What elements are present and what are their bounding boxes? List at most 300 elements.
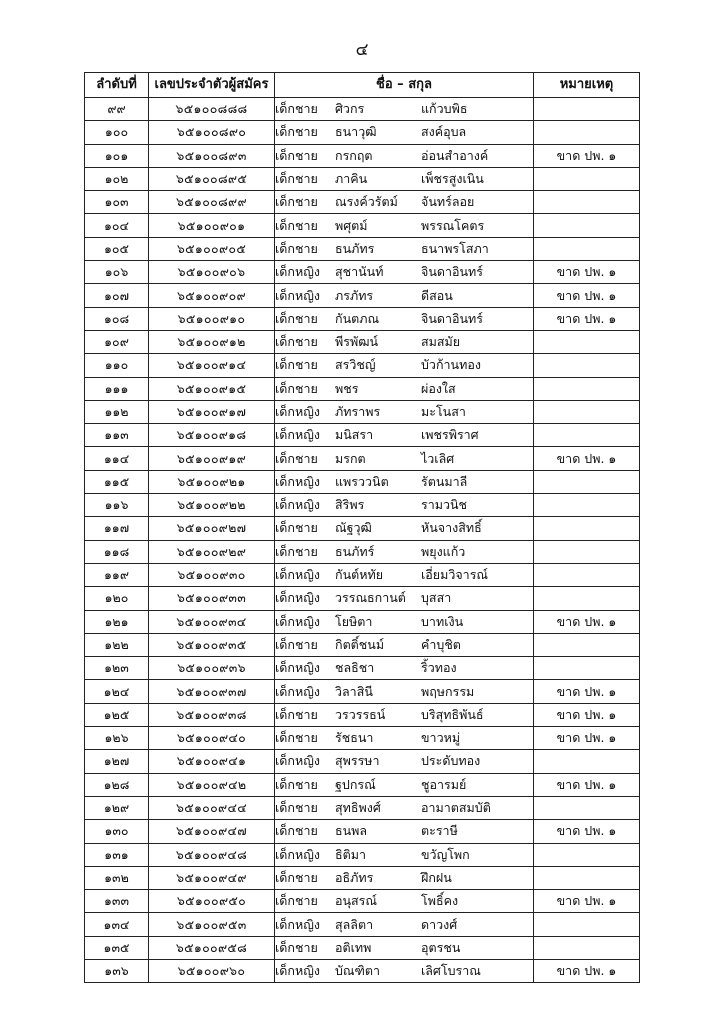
- table-row: [85, 540, 640, 563]
- row-name: [275, 377, 534, 400]
- row-last-name: เลิศโบราณ: [421, 963, 481, 979]
- row-remark: [534, 98, 640, 121]
- row-name: [275, 494, 534, 517]
- applicant-table: [84, 72, 640, 983]
- row-name: [275, 843, 534, 866]
- row-applicant-id: ๖๕๑๐๐๙๖๐: [149, 959, 275, 982]
- row-title: เด็กชาย: [275, 334, 318, 350]
- row-name: [275, 959, 534, 982]
- row-applicant-id: ๖๕๑๐๐๘๙๐: [149, 121, 275, 144]
- row-last-name: บัวก้านทอง: [421, 357, 481, 373]
- row-last-name: จันทร์ลอย: [421, 194, 475, 210]
- row-first-name: อติเทพ: [335, 939, 372, 955]
- row-remark: ขาด ปพ. ๑: [534, 447, 640, 470]
- row-seq: ๑๓๑: [85, 843, 149, 866]
- row-last-name: พยุงแก้ว: [421, 543, 466, 559]
- row-name: [275, 773, 534, 796]
- row-seq: ๑๒๐: [85, 587, 149, 610]
- row-last-name: พฤษกรรม: [421, 683, 475, 699]
- row-seq: ๑๒๔: [85, 680, 149, 703]
- row-seq: ๑๑๒: [85, 400, 149, 423]
- row-first-name: วรวรรธน์: [335, 706, 386, 722]
- row-title: เด็กหญิง: [275, 846, 320, 862]
- row-seq: ๑๒๒: [85, 633, 149, 656]
- row-applicant-id: ๖๕๑๐๐๘๙๙: [149, 191, 275, 214]
- row-first-name: อนุสรณ์: [335, 893, 377, 909]
- row-seq: ๑๐๔: [85, 214, 149, 237]
- row-last-name: ธนาพรโสภา: [421, 240, 489, 256]
- row-title: เด็กหญิง: [275, 613, 320, 629]
- table-row: [85, 959, 640, 982]
- row-remark: ขาด ปพ. ๑: [534, 820, 640, 843]
- header-seq: ลำดับที่: [85, 73, 149, 98]
- row-title: เด็กชาย: [275, 939, 318, 955]
- row-applicant-id: ๖๕๑๐๐๙๓๕: [149, 633, 275, 656]
- row-title: เด็กหญิง: [275, 404, 320, 419]
- table-row: [85, 191, 640, 214]
- row-remark: ขาด ปพ. ๑: [534, 703, 640, 726]
- row-seq: ๑๓๒: [85, 866, 149, 889]
- table-row: [85, 167, 640, 190]
- table-row: [85, 866, 640, 889]
- row-first-name: ธนภัทร: [335, 240, 375, 256]
- row-name: [275, 400, 534, 423]
- row-remark: ขาด ปพ. ๑: [534, 959, 640, 982]
- row-name: [275, 354, 534, 377]
- row-last-name: ไวเลิศ: [421, 450, 455, 466]
- row-name: [275, 563, 534, 586]
- row-name: [275, 167, 534, 190]
- row-name: [275, 633, 534, 656]
- row-first-name: วิลาสินี: [335, 683, 373, 699]
- row-title: เด็กชาย: [275, 357, 318, 373]
- row-first-name: พศุตม์: [335, 217, 368, 233]
- row-remark: [534, 121, 640, 144]
- table-row: [85, 494, 640, 517]
- row-name: [275, 330, 534, 353]
- row-remark: [534, 866, 640, 889]
- row-applicant-id: ๖๕๑๐๐๙๕๐: [149, 890, 275, 913]
- row-last-name: โพธิ์คง: [421, 893, 459, 909]
- row-first-name: สุพรรษา: [335, 753, 380, 769]
- row-first-name: พชร: [335, 380, 359, 396]
- table-row: [85, 377, 640, 400]
- row-title: เด็กชาย: [275, 823, 318, 839]
- row-applicant-id: ๖๕๑๐๐๙๔๙: [149, 866, 275, 889]
- row-remark: [534, 214, 640, 237]
- row-remark: ขาด ปพ. ๑: [534, 680, 640, 703]
- row-seq: ๑๓๕: [85, 936, 149, 959]
- row-title: เด็กชาย: [275, 706, 318, 722]
- row-seq: ๑๑๕: [85, 470, 149, 493]
- row-last-name: รามวนิช: [421, 497, 468, 513]
- row-last-name: ประดับทอง: [421, 753, 481, 769]
- row-applicant-id: ๖๕๑๐๐๙๔๑: [149, 750, 275, 773]
- row-remark: [534, 796, 640, 819]
- row-first-name: กันตภณ: [335, 310, 380, 326]
- row-name: [275, 470, 534, 493]
- row-seq: ๑๐๒: [85, 167, 149, 190]
- row-applicant-id: ๖๕๑๐๐๙๒๗: [149, 517, 275, 540]
- table-row: [85, 610, 640, 633]
- table-row: [85, 470, 640, 493]
- row-name: [275, 424, 534, 447]
- row-name: [275, 261, 534, 284]
- row-title: เด็กหญิง: [275, 916, 320, 932]
- page-number: ๔: [355, 40, 369, 60]
- row-last-name: ตะราษี: [421, 823, 458, 839]
- row-seq: ๑๐๓: [85, 191, 149, 214]
- row-title: เด็กหญิง: [275, 567, 320, 583]
- row-seq: ๑๐๘: [85, 307, 149, 330]
- row-seq: ๑๒๓: [85, 657, 149, 680]
- table-row: [85, 890, 640, 913]
- row-last-name: พรรณโคตร: [421, 217, 485, 233]
- row-title: เด็กชาย: [275, 730, 318, 746]
- row-first-name: โยษิตา: [335, 613, 373, 629]
- row-remark: ขาด ปพ. ๑: [534, 727, 640, 750]
- row-applicant-id: ๖๕๑๐๐๙๑๕: [149, 377, 275, 400]
- row-name: [275, 936, 534, 959]
- row-seq: ๙๙: [85, 98, 149, 121]
- row-remark: [534, 470, 640, 493]
- row-last-name: ผ่องใส: [421, 380, 456, 396]
- row-applicant-id: ๖๕๑๐๐๙๓๐: [149, 563, 275, 586]
- row-last-name: มะโนสา: [421, 404, 466, 419]
- row-last-name: รัตนมาลี: [421, 473, 468, 489]
- row-name: [275, 610, 534, 633]
- row-first-name: ณรงค์วรัตม์: [335, 194, 398, 210]
- row-seq: ๑๑๓: [85, 424, 149, 447]
- row-title: เด็กชาย: [275, 217, 318, 233]
- row-seq: ๑๑๔: [85, 447, 149, 470]
- row-title: เด็กชาย: [275, 800, 318, 816]
- row-seq: ๑๐๖: [85, 261, 149, 284]
- row-first-name: ฐปกรณ์: [335, 776, 376, 792]
- row-applicant-id: ๖๕๑๐๐๙๓๘: [149, 703, 275, 726]
- row-name: [275, 214, 534, 237]
- row-first-name: ณัฐวุฒิ: [335, 520, 372, 536]
- row-first-name: ธิติมา: [335, 846, 367, 862]
- row-seq: ๑๐๑: [85, 144, 149, 167]
- row-title: เด็กชาย: [275, 171, 318, 187]
- row-name: [275, 727, 534, 750]
- row-name: [275, 237, 534, 260]
- row-applicant-id: ๖๕๑๐๐๙๑๐: [149, 307, 275, 330]
- row-seq: ๑๒๘: [85, 773, 149, 796]
- row-seq: ๑๐๐: [85, 121, 149, 144]
- row-applicant-id: ๖๕๑๐๐๙๒๒: [149, 494, 275, 517]
- row-first-name: ธนภัทร์: [335, 543, 375, 559]
- row-name: [275, 284, 534, 307]
- row-applicant-id: ๖๕๑๐๐๙๑๗: [149, 400, 275, 423]
- row-applicant-id: ๖๕๑๐๐๙๐๙: [149, 284, 275, 307]
- table-row: [85, 750, 640, 773]
- table-row: [85, 727, 640, 750]
- row-seq: ๑๓๓: [85, 890, 149, 913]
- table-row: [85, 680, 640, 703]
- row-seq: ๑๑๘: [85, 540, 149, 563]
- row-remark: [534, 587, 640, 610]
- row-last-name: บริสุทธิพันธ์: [421, 706, 484, 722]
- row-title: เด็กหญิง: [275, 427, 320, 443]
- row-last-name: สมสมัย: [421, 334, 461, 350]
- row-last-name: ริ้วทอง: [421, 660, 457, 676]
- table-row: [85, 587, 640, 610]
- row-remark: [534, 517, 640, 540]
- row-applicant-id: ๖๕๑๐๐๙๐๑: [149, 214, 275, 237]
- row-remark: ขาด ปพ. ๑: [534, 284, 640, 307]
- row-seq: ๑๓๔: [85, 913, 149, 936]
- row-seq: ๑๒๗: [85, 750, 149, 773]
- row-first-name: สุชานันท์: [335, 264, 384, 280]
- row-applicant-id: ๖๕๑๐๐๙๓๖: [149, 657, 275, 680]
- table-body: [85, 98, 640, 983]
- row-first-name: วรรณธกานต์: [335, 590, 406, 606]
- row-seq: ๑๑๖: [85, 494, 149, 517]
- table-row: [85, 424, 640, 447]
- row-applicant-id: ๖๕๑๐๐๙๓๔: [149, 610, 275, 633]
- row-title: เด็กชาย: [275, 240, 318, 256]
- row-title: เด็กชาย: [275, 543, 318, 559]
- table-row: [85, 284, 640, 307]
- row-applicant-id: ๖๕๑๐๐๘๙๓: [149, 144, 275, 167]
- row-name: [275, 703, 534, 726]
- row-applicant-id: ๖๕๑๐๐๙๐๖: [149, 261, 275, 284]
- row-last-name: สงค์อุบล: [421, 124, 467, 140]
- row-applicant-id: ๖๕๑๐๐๙๓๓: [149, 587, 275, 610]
- row-title: เด็กหญิง: [275, 590, 320, 606]
- row-seq: ๑๒๖: [85, 727, 149, 750]
- row-first-name: ภรภัทร: [335, 287, 374, 303]
- table-row: [85, 913, 640, 936]
- table-row: [85, 633, 640, 656]
- table-row: [85, 563, 640, 586]
- row-remark: [534, 913, 640, 936]
- row-seq: ๑๐๗: [85, 284, 149, 307]
- row-last-name: ขวัญโพก: [421, 846, 470, 862]
- row-remark: [534, 540, 640, 563]
- row-remark: [534, 843, 640, 866]
- row-title: เด็กชาย: [275, 124, 318, 140]
- table-row: [85, 214, 640, 237]
- row-last-name: เพชรพิราศ: [421, 427, 479, 443]
- row-name: [275, 98, 534, 121]
- row-title: เด็กหญิง: [275, 473, 320, 489]
- row-seq: ๑๑๐: [85, 354, 149, 377]
- row-applicant-id: ๖๕๑๐๐๙๔๒: [149, 773, 275, 796]
- row-title: เด็กชาย: [275, 893, 318, 909]
- row-applicant-id: ๖๕๑๐๐๘๘๘: [149, 98, 275, 121]
- row-last-name: เอี่ยมวิจารณ์: [421, 567, 489, 583]
- table-row: [85, 98, 640, 121]
- row-first-name: ธนพล: [335, 823, 368, 839]
- row-remark: [534, 400, 640, 423]
- row-title: เด็กหญิง: [275, 660, 320, 676]
- row-applicant-id: ๖๕๑๐๐๙๑๔: [149, 354, 275, 377]
- row-applicant-id: ๖๕๑๐๐๙๑๒: [149, 330, 275, 353]
- row-last-name: เพ็ชรสูงเนิน: [421, 171, 484, 187]
- row-name: [275, 144, 534, 167]
- row-remark: [534, 377, 640, 400]
- row-title: เด็กหญิง: [275, 753, 320, 769]
- row-name: [275, 796, 534, 819]
- row-first-name: กรกฤต: [335, 147, 373, 163]
- table-row: [85, 936, 640, 959]
- row-applicant-id: ๖๕๑๐๐๘๙๕: [149, 167, 275, 190]
- row-seq: ๑๐๙: [85, 330, 149, 353]
- row-remark: [534, 633, 640, 656]
- row-applicant-id: ๖๕๑๐๐๙๒๑: [149, 470, 275, 493]
- row-seq: ๑๒๙: [85, 796, 149, 819]
- row-remark: [534, 424, 640, 447]
- row-title: เด็กหญิง: [275, 963, 320, 979]
- row-remark: [534, 657, 640, 680]
- header-applicant-id: เลขประจำตัวผู้สมัคร: [149, 73, 275, 98]
- row-name: [275, 680, 534, 703]
- row-first-name: ภัทราพร: [335, 404, 381, 419]
- row-title: เด็กชาย: [275, 101, 318, 117]
- row-name: [275, 121, 534, 144]
- row-seq: ๑๓๐: [85, 820, 149, 843]
- row-remark: ขาด ปพ. ๑: [534, 890, 640, 913]
- row-name: [275, 820, 534, 843]
- row-first-name: แพรววนิต: [335, 473, 389, 489]
- header-remark: หมายเหตุ: [534, 73, 640, 98]
- row-name: [275, 307, 534, 330]
- row-last-name: ขาวหมู่: [421, 730, 461, 746]
- row-first-name: พีรพัฒน์: [335, 334, 379, 350]
- row-applicant-id: ๖๕๑๐๐๙๒๙: [149, 540, 275, 563]
- row-last-name: หันจางสิทธิ์: [421, 520, 482, 536]
- row-first-name: ชลธิชา: [335, 660, 375, 676]
- row-first-name: สิริพร: [335, 497, 365, 513]
- table-row: [85, 261, 640, 284]
- table-row: [85, 400, 640, 423]
- row-applicant-id: ๖๕๑๐๐๙๑๘: [149, 424, 275, 447]
- row-first-name: บัณฑิตา: [335, 963, 381, 979]
- row-last-name: อ่อนสำอางค์: [421, 147, 489, 163]
- row-name: [275, 750, 534, 773]
- table-row: [85, 144, 640, 167]
- table-row: [85, 330, 640, 353]
- row-name: [275, 657, 534, 680]
- row-first-name: กันต์หทัย: [335, 567, 384, 583]
- row-last-name: บาทเงิน: [421, 613, 464, 629]
- table-row: [85, 703, 640, 726]
- row-title: เด็กหญิง: [275, 497, 320, 513]
- row-remark: [534, 563, 640, 586]
- table-row: [85, 517, 640, 540]
- row-seq: ๑๑๗: [85, 517, 149, 540]
- table-row: [85, 121, 640, 144]
- row-name: [275, 866, 534, 889]
- row-title: เด็กชาย: [275, 310, 318, 326]
- row-remark: [534, 167, 640, 190]
- row-last-name: บุสสา: [421, 590, 452, 606]
- row-name: [275, 447, 534, 470]
- row-title: เด็กชาย: [275, 636, 318, 652]
- row-first-name: สรวิชญ์: [335, 357, 376, 373]
- row-seq: ๑๐๕: [85, 237, 149, 260]
- table-row: [85, 237, 640, 260]
- row-last-name: ดีสอน: [421, 287, 453, 303]
- row-name: [275, 587, 534, 610]
- row-remark: ขาด ปพ. ๑: [534, 610, 640, 633]
- row-remark: [534, 354, 640, 377]
- row-remark: [534, 750, 640, 773]
- row-applicant-id: ๖๕๑๐๐๙๓๗: [149, 680, 275, 703]
- row-remark: [534, 936, 640, 959]
- row-first-name: รัชธนา: [335, 730, 374, 746]
- row-title: เด็กชาย: [275, 520, 318, 536]
- row-title: เด็กหญิง: [275, 264, 320, 280]
- row-applicant-id: ๖๕๑๐๐๙๔๗: [149, 820, 275, 843]
- row-name: [275, 191, 534, 214]
- row-applicant-id: ๖๕๑๐๐๙๕๘: [149, 936, 275, 959]
- table-header-row: [85, 73, 640, 98]
- row-first-name: สุลลิตา: [335, 916, 374, 932]
- row-first-name: อธิภัทร: [335, 869, 374, 885]
- row-last-name: ดาวงศ์: [421, 916, 458, 932]
- row-first-name: ศิวกร: [335, 101, 365, 117]
- row-first-name: ภาคิน: [335, 171, 368, 187]
- table-row: [85, 773, 640, 796]
- row-first-name: มนิสรา: [335, 427, 374, 443]
- row-applicant-id: ๖๕๑๐๐๙๐๕: [149, 237, 275, 260]
- row-last-name: ฝึกฝน: [421, 869, 452, 885]
- row-applicant-id: ๖๕๑๐๐๙๔๐: [149, 727, 275, 750]
- row-first-name: มรกต: [335, 450, 366, 466]
- row-seq: ๑๒๑: [85, 610, 149, 633]
- row-name: [275, 540, 534, 563]
- row-title: เด็กชาย: [275, 450, 318, 466]
- header-name: ชื่อ – สกุล: [275, 73, 534, 98]
- row-remark: [534, 237, 640, 260]
- row-applicant-id: ๖๕๑๐๐๙๔๔: [149, 796, 275, 819]
- row-title: เด็กชาย: [275, 869, 318, 885]
- row-last-name: จินดาอินทร์: [421, 310, 484, 326]
- row-applicant-id: ๖๕๑๐๐๙๑๙: [149, 447, 275, 470]
- row-remark: [534, 494, 640, 517]
- row-remark: ขาด ปพ. ๑: [534, 144, 640, 167]
- row-remark: [534, 191, 640, 214]
- row-remark: [534, 330, 640, 353]
- row-remark: ขาด ปพ. ๑: [534, 307, 640, 330]
- row-first-name: สุทธิพงศ์: [335, 800, 381, 816]
- row-applicant-id: ๖๕๑๐๐๙๕๓: [149, 913, 275, 936]
- row-seq: ๑๒๕: [85, 703, 149, 726]
- row-title: เด็กชาย: [275, 380, 318, 396]
- row-title: เด็กชาย: [275, 776, 318, 792]
- row-name: [275, 517, 534, 540]
- row-first-name: ธนาวุฒิ: [335, 124, 377, 140]
- row-last-name: คำบุชิต: [421, 636, 461, 652]
- table-row: [85, 820, 640, 843]
- row-applicant-id: ๖๕๑๐๐๙๔๘: [149, 843, 275, 866]
- row-title: เด็กชาย: [275, 194, 318, 210]
- table-row: [85, 657, 640, 680]
- table-row: [85, 843, 640, 866]
- row-seq: ๑๑๙: [85, 563, 149, 586]
- row-title: เด็กหญิง: [275, 287, 320, 303]
- row-last-name: แก้วบพิธ: [421, 101, 468, 117]
- table-row: [85, 447, 640, 470]
- row-first-name: กิตติ์ชนม์: [335, 636, 385, 652]
- row-last-name: ชูอารมย์: [421, 776, 467, 792]
- row-seq: ๑๑๑: [85, 377, 149, 400]
- row-last-name: อุตรชน: [421, 939, 461, 955]
